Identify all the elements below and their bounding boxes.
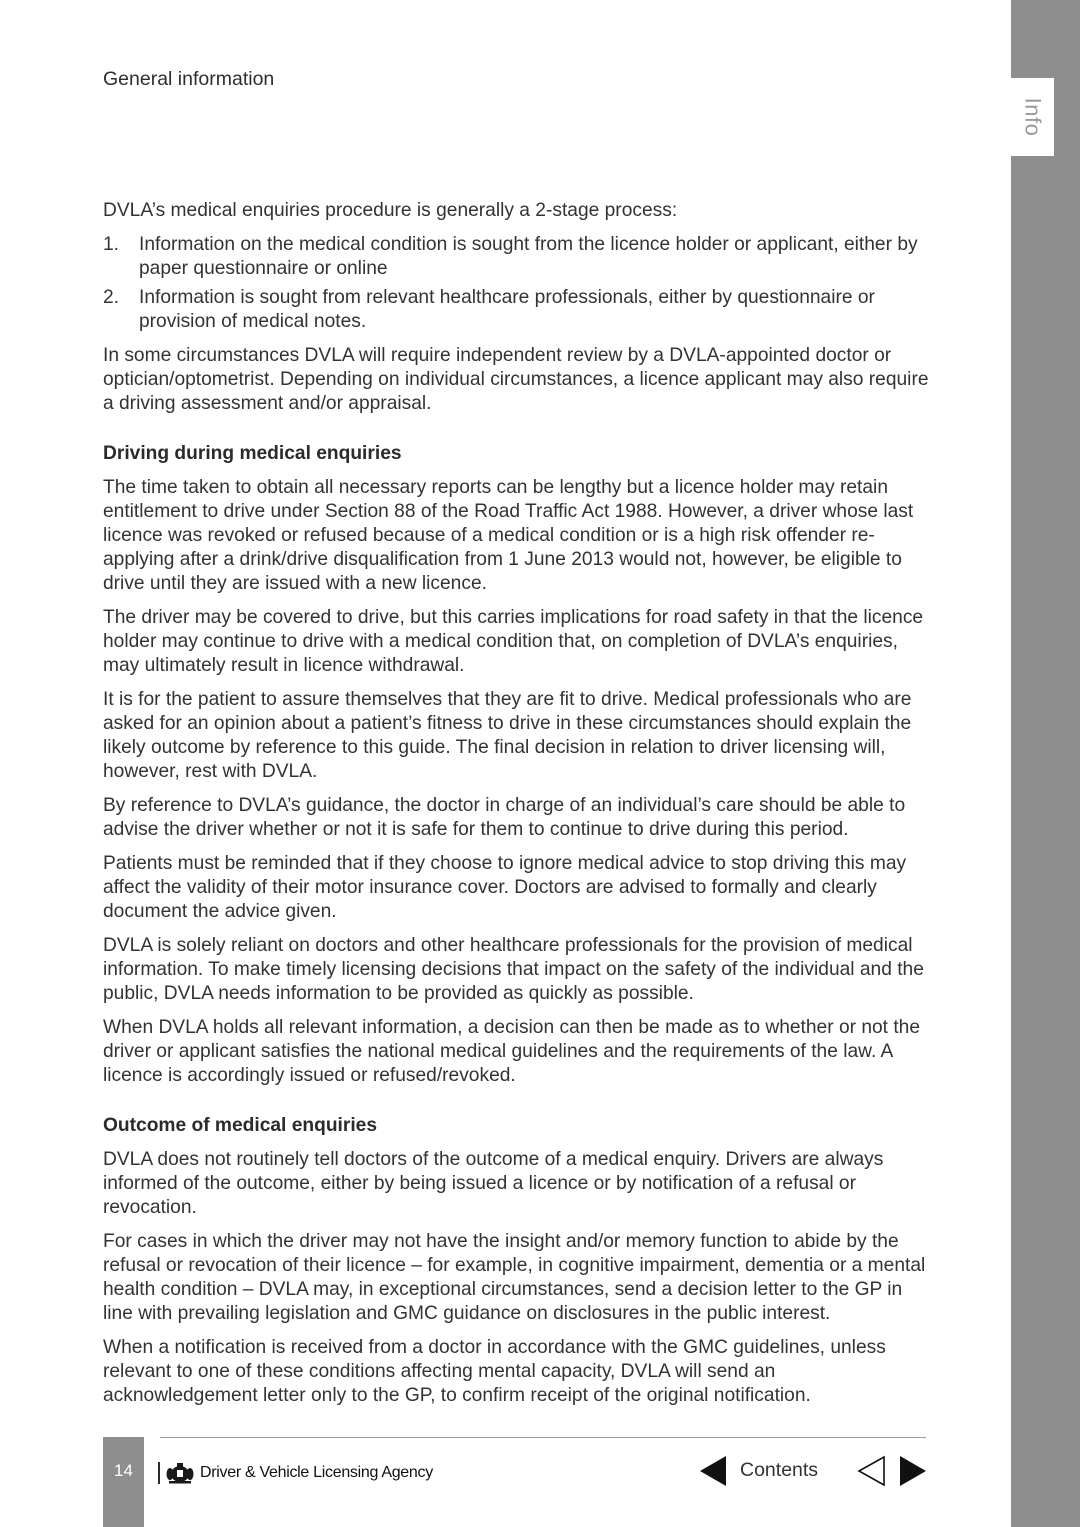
- info-tab-label: Info: [1020, 97, 1046, 137]
- page-number: 14: [114, 1461, 133, 1480]
- intro-text: DVLA’s medical enquiries procedure is generally a 2-stage process:: [103, 200, 678, 221]
- previous-outline-icon[interactable]: [856, 1455, 886, 1487]
- paragraph: The time taken to obtain all necessary reports can be lengthy but a licence holder may retain entitlement to drive under Section 88 of the Road Traffic Act 1988. However, a driver whose last licence was revoked or refused because of a medical condition or is a high risk offender re-applying after a drink/drive disqualification from 1 June 2013 would not, however, be eligible to drive until they are issued with a new licence.: [103, 477, 914, 594]
- paragraph: The driver may be covered to drive, but this carries implications for road safety in that the licence holder may continue to drive with a medical condition that, on completion of DVLA’s enquiries, may ultimately result in licence withdrawal.: [103, 607, 924, 676]
- paragraph: It is for the patient to assure themselves that they are fit to drive. Medical professionals who are asked for an opinion about a patient’s fitness to drive in these circumstances should explain the likely outcome by reference to this guide. The final decision in relation to driver licensing will, however, rest with DVLA.: [103, 689, 912, 782]
- previous-page-icon[interactable]: [698, 1455, 728, 1487]
- paragraph: DVLA is solely reliant on doctors and other healthcare professionals for the provision of medical information. To make timely licensing decisions that impact on the safety of the individual and the public, DVLA needs information to be provided as quickly as possible.: [103, 935, 924, 1004]
- contents-link[interactable]: Contents: [740, 1459, 819, 1481]
- dvla-logo: [158, 1461, 433, 1485]
- process-steps: [103, 233, 929, 334]
- paragraph: When DVLA holds all relevant information, a decision can then be made as to whether or not the driver or applicant satisfies the national medical guidelines and the requirements of the law. A licence is accordingly issued or refused/revoked.: [103, 1017, 921, 1086]
- side-bar: [1011, 0, 1080, 1527]
- paragraph: Patients must be reminded that if they choose to ignore medical advice to stop driving this may affect the validity of their motor insurance cover. Doctors are advised to formally and clearly document the advice given.: [103, 853, 907, 922]
- page-content: [103, 199, 929, 1418]
- paragraph: When a notification is received from a doctor in accordance with the GMC guidelines, unless relevant to one of these conditions affecting mental capacity, DVLA will send an acknowledgement letter only to the GP, to confirm receipt of the original notification.: [103, 1337, 886, 1406]
- section-heading-outcome: Outcome of medical enquiries: [103, 1115, 378, 1136]
- list-item-number: 2.: [103, 287, 120, 308]
- page-number-box: [103, 1437, 144, 1527]
- info-tab[interactable]: [1011, 78, 1054, 156]
- list-item: [103, 233, 929, 281]
- list-item: [103, 286, 929, 334]
- crest-icon: [166, 1462, 194, 1484]
- independent-review-text: In some circumstances DVLA will require independent review by a DVLA-appointed doctor or optician/optometrist. Depending on individual circumstances, a licence applicant may also require a driving assessment and/or appraisal.: [103, 345, 929, 414]
- list-item-text: Information is sought from relevant healthcare professionals, either by questionnaire or provision of medical notes.: [139, 287, 875, 332]
- logo-bar: [158, 1462, 160, 1484]
- paragraph: By reference to DVLA’s guidance, the doctor in charge of an individual’s care should be able to advise the driver whether or not it is safe for them to continue to drive during this period.: [103, 795, 906, 840]
- paragraph: DVLA does not routinely tell doctors of the outcome of a medical enquiry. Drivers are always informed of the outcome, either by being issued a licence or by notification of a refusal or revocation.: [103, 1149, 884, 1218]
- paragraph: For cases in which the driver may not have the insight and/or memory function to abide by the refusal or revocation of their licence – for example, in cognitive impairment, dementia or a mental health condition – DVLA may, in exceptional circumstances, send a decision letter to the GP in line with prevailing legislation and GMC guidance on disclosures in the public interest.: [103, 1231, 926, 1324]
- running-head: General information: [103, 68, 275, 90]
- footer-divider: [160, 1437, 926, 1438]
- next-page-icon[interactable]: [898, 1455, 928, 1487]
- section-heading-driving: Driving during medical enquiries: [103, 443, 402, 464]
- agency-name: Driver & Vehicle Licensing Agency: [200, 1464, 433, 1481]
- list-item-number: 1.: [103, 234, 120, 255]
- list-item-text: Information on the medical condition is sought from the licence holder or applicant, either by paper questionnaire or online: [139, 234, 918, 279]
